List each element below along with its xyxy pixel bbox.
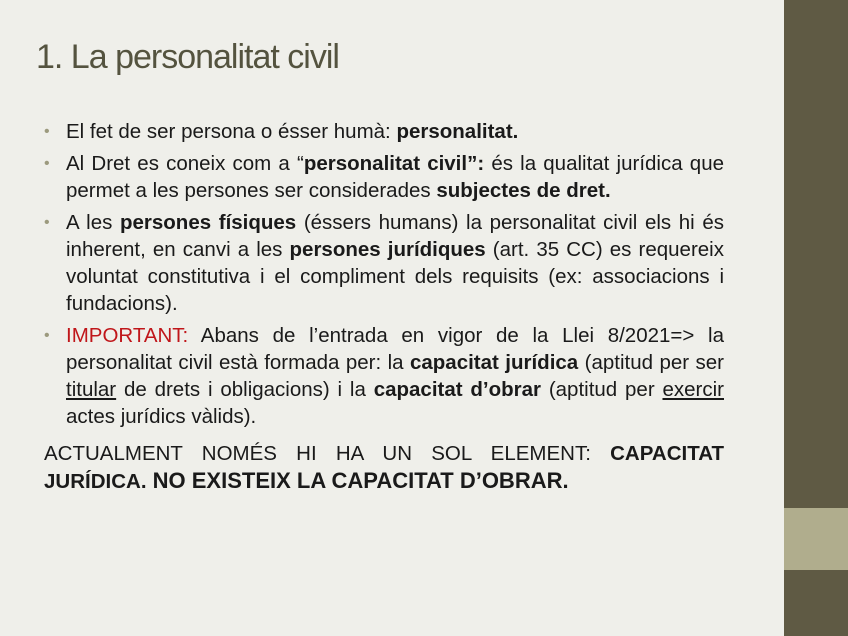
bullet-icon: • (44, 155, 50, 172)
slide-title: 1. La personalitat civil (36, 38, 339, 76)
decorative-sidebar (784, 0, 848, 636)
text-span: actes jurídics vàlids). (66, 405, 257, 428)
text-span: El fet de ser persona o ésser humà: (66, 120, 397, 143)
bold-text: subjectes de dret. (436, 179, 611, 202)
final-statement (44, 440, 724, 495)
bullet-item-personalitat-civil (44, 150, 724, 204)
bullet-icon: • (44, 214, 50, 231)
bold-text: persones físiques (119, 211, 297, 234)
bullet-icon: • (44, 327, 50, 344)
slide-content (44, 118, 724, 495)
bold-text: personalitat. (396, 120, 519, 143)
bold-text: CAPACITAT JURÍDICA. (44, 442, 724, 493)
text-span: és la qualitat jurídica que permet a les persones ser considerades (66, 152, 724, 202)
sidebar-accent-band (784, 508, 848, 570)
text-span: de drets i obligacions) i la (116, 378, 374, 401)
bullet-icon: • (44, 123, 50, 140)
text-span: (art. 35 CC) es requereix voluntat constitutiva i el compliment dels requisits (ex: associacions i fundacions). (66, 238, 724, 315)
bold-text: capacitat jurídica (409, 351, 579, 374)
bold-text: personalitat civil”: (303, 152, 485, 175)
bullet-item-important (44, 322, 724, 430)
emphasis-text: NO EXISTEIX LA CAPACITAT D’OBRAR. (146, 468, 569, 493)
text-span: Al Dret es coneix com a “ (66, 152, 304, 175)
underlined-text: exercir (662, 378, 724, 401)
bullet-list (44, 118, 724, 430)
text-span: A les (66, 211, 120, 234)
text-span: Abans de l’entrada en vigor de la Llei 8/2021=> la personalitat civil està formada per: la (66, 324, 724, 374)
text-span: (éssers humans) la personalitat civil els hi és inherent, en canvi a les (66, 211, 725, 261)
important-label: IMPORTANT: (66, 324, 189, 347)
bold-text: persones jurídiques (289, 238, 486, 261)
bold-text: capacitat d’obrar (373, 378, 542, 401)
text-span: ACTUALMENT NOMÉS HI HA UN SOL ELEMENT: (44, 442, 611, 465)
underlined-text: titular (66, 378, 117, 401)
bullet-item-personalitat (44, 118, 724, 145)
text-span: (aptitud per ser (578, 351, 725, 374)
text-span: (aptitud per (541, 378, 663, 401)
bullet-item-persones (44, 209, 724, 317)
